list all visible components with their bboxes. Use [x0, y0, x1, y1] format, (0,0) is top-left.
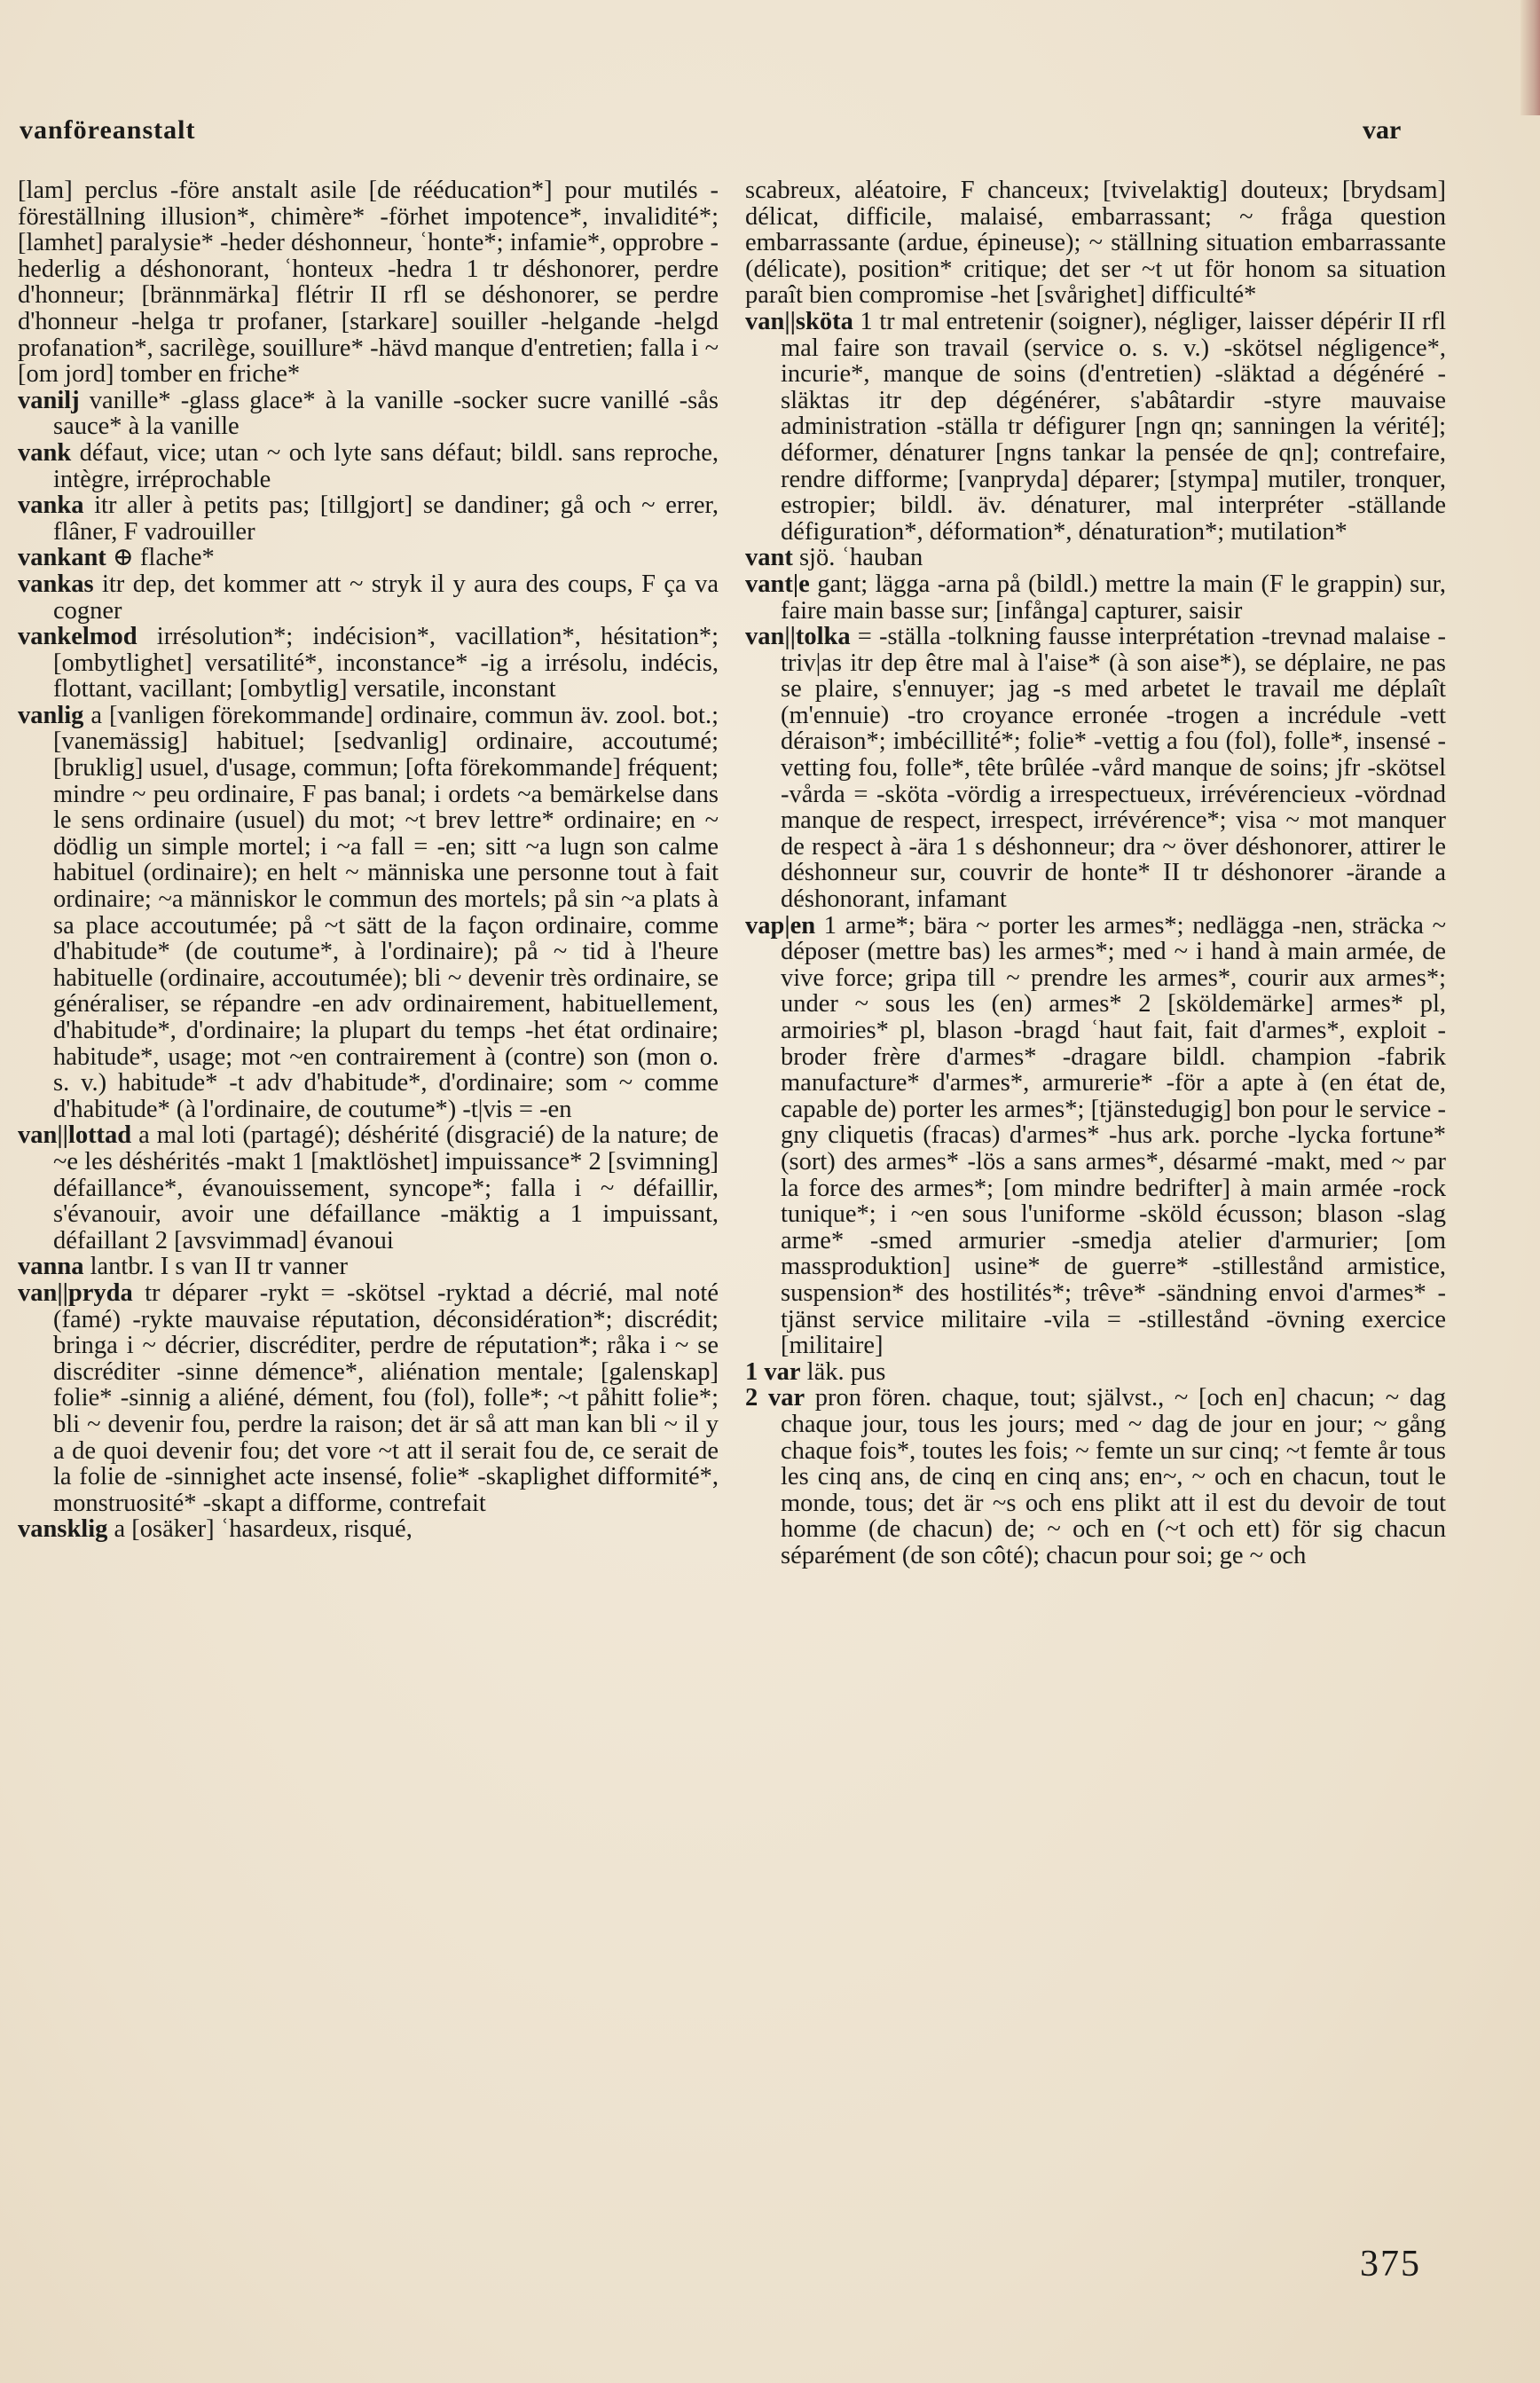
dictionary-entry [745, 571, 1446, 624]
entry-text: gant; lägga -arna på (bildl.) mettre la main (F le grappin) sur, faire main basse sur; [infånga] capturer, saisir [781, 570, 1446, 625]
entry-text: ⊕ flache* [106, 544, 215, 572]
entry-text: scabreux, aléatoire, F chanceux; [tvivelaktig] douteux; [brydsam] délicat, difficile, malaisé, embarrassant; ~ fråga question embarrassante (ardue, épineuse); ~ ställning situation embarrassante (délicate), position* critique; det ser ~t ut för honom sa situation paraît bien compromise -het [svårighet] difficulté* [745, 177, 1446, 310]
dictionary-entry [18, 1122, 719, 1254]
entry-text: a mal loti (partagé); déshérité (disgracié) de la nature; de ~e les déshérités -makt 1 [maktlöshet] impuissance* 2 [svimning] défaillance*, évanouissement, syncope*; falla i ~ défaillir, s'évanouir, avoir une défaillance -mäktig a 1 impuissant, défaillant 2 [avsvimmad] évanoui [53, 1121, 719, 1254]
entry-headword: van||lottad [18, 1121, 132, 1150]
entry-text: lantbr. I s van II tr vanner [83, 1253, 349, 1281]
dictionary-entry [18, 1280, 719, 1516]
entry-text: a [vanligen förekommande] ordinaire, commun äv. zool. bot.; [vanemässig] habituel; [sedvanlig] ordinaire, accoutumé; [bruklig] usuel, d'usage, commun; [ofta förekommande] fréquent; mindre ~ peu ordinaire, F pas banal; i ordets ~a bemärkelse dans le sens ordinaire (usuel) du mot; ~t brev lettre* ordinaire; en ~ dödlig un simple mortel; i ~a fall = -en; sitt ~a lugn son calme habituel (ordinaire); en helt ~ människa une personne tout à fait ordinaire; ~a människor le commun des mortels; på sin ~a plats à sa place accoutumée; på ~t sätt de la façon ordinaire, comme d'habitude* (de coutume*, à l'ordinaire); på ~ tid à l'heure habituelle (ordinaire, accoutumée); bli ~ devenir très ordinaire, se généraliser, se répandre -en adv ordinairement, habituellement, d'habitude*, d'ordinaire; la plupart du temps -het état ordinaire; habitude*, usage; mot ~en contrairement à (contre) son (mon o. s. v.) habitude* -t adv d'habitude*, d'ordinaire; som ~ comme d'habitude* (à l'ordinaire, de coutume*) -t|vis = -en [53, 701, 719, 1123]
entry-headword: vankelmod [18, 623, 138, 651]
dictionary-entry [18, 388, 719, 440]
dictionary-entry [18, 177, 719, 388]
entry-text: itr aller à petits pas; [tillgjort] se dandiner; gå och ~ errer, flâner, F vadrouiller [53, 492, 719, 546]
dictionary-entry [18, 492, 719, 545]
entry-headword: vanka [18, 492, 84, 520]
dictionary-entry [18, 571, 719, 624]
entry-headword: vank [18, 438, 72, 467]
entry-headword: vankas [18, 570, 94, 598]
entry-headword: 1 var [745, 1357, 801, 1386]
entry-text: läk. pus [800, 1357, 886, 1386]
dictionary-entry [745, 913, 1446, 1359]
dictionary-entry [18, 440, 719, 492]
running-head-left: vanföreanstalt [20, 115, 196, 145]
dictionary-entry [18, 1516, 719, 1543]
left-column [18, 177, 719, 1543]
entry-text: a [osäker] ʿhasardeux, risqué, [107, 1515, 412, 1544]
dictionary-entry [18, 1254, 719, 1280]
entry-text: défaut, vice; utan ~ och lyte sans défaut; bildl. sans reproche, intègre, irréprochable [53, 438, 719, 493]
entry-headword: van||pryda [18, 1278, 133, 1307]
entry-headword: van||tolka [745, 623, 851, 651]
dictionary-entry [745, 624, 1446, 913]
dictionary-entry [745, 1385, 1446, 1569]
entry-headword: vant [745, 544, 793, 572]
entry-headword: vanlig [18, 701, 84, 729]
entry-headword: vant|e [745, 570, 810, 598]
entry-headword: vanna [18, 1253, 84, 1281]
dictionary-entry [18, 624, 719, 703]
dictionary-entry [18, 703, 719, 1123]
running-head-right: var [1363, 115, 1402, 145]
entry-text: sjö. ʿhauban [792, 544, 923, 572]
dictionary-entry [745, 1359, 1446, 1386]
entry-text: tr déparer -rykt = -skötsel -ryktad a décrié, mal noté (famé) -rykte mauvaise réputation, déconsidération*; discrédit; bringa i ~ décrier, discréditer, perdre de réputation*; råka i ~ se discréditer -sinne démence*, aliénation mentale; [galenskap] folie* -sinnig a aliéné, dément, fou (fol), folle*; ~t påhitt folie*; bli ~ devenir fou, perdre la raison; det är så att man kan bli ~ il y a de quoi devenir fou; det vore ~t att il serait fou de, ce serait de la folie de -sinnighet acte insensé, folie* -skaplighet difformité*, monstruosité* -skapt a difforme, contrefait [53, 1278, 719, 1517]
entry-text: [lam] perclus -före anstalt asile [de rééducation*] pour mutilés -föreställning illusion*, chimère* -förhet impotence*, invalidité*; [lamhet] paralysie* -heder déshonneur, ʿhonte*; infamie*, opprobre -hederlig a déshonorant, ʿhonteux -hedra 1 tr déshonorer, perdre d'honneur; [brännmärka] flétrir II rfl se déshonorer, se perdre d'honneur -helga tr profaner, [starkare] souiller -helgande -helgd profanation*, sacrilège, souillure* -hävd manque d'entretien; falla i ~ [om jord] tomber en friche* [18, 177, 719, 389]
page-number: 375 [1360, 2244, 1421, 2285]
dictionary-entry [745, 177, 1446, 309]
right-column [745, 177, 1446, 1569]
entry-text: irrésolution*; indécision*, vacillation*, hésitation*; [ombytlighet] versatilité*, inconstance* -ig a irrésolu, indécis, flottant, vacillant; [ombytlig] versatile, inconstant [53, 623, 719, 704]
entry-text: pron fören. chaque, tout; självst., ~ [och en] chacun; ~ dag chaque jour, tous les jours; med ~ dag de jour en jour; ~ gång chaque fois*, toutes les fois; ~ femte un sur cinq; ~t femte år tous les cinq ans, de cinq en cinq ans; en~, ~ och en chacun, tout le monde, tous; det är ~s och ens plikt att il est du devoir de tout homme (de chacun) de; ~ och en (~t och ett) för sig chacun séparément (de son côté); chacun pour soi; ge ~ och [781, 1384, 1446, 1569]
entry-headword: vankant [18, 544, 106, 572]
dictionary-entry [745, 545, 1446, 571]
entry-text: vanille* -glass glace* à la vanille -socker sucre vanillé -sås sauce* à la vanille [53, 386, 719, 441]
entry-headword: 2 var [745, 1384, 805, 1412]
dictionary-entry [18, 545, 719, 571]
entry-text: itr dep, det kommer att ~ stryk il y aura des coups, F ça va cogner [53, 570, 719, 625]
entry-headword: vansklig [18, 1515, 108, 1544]
entry-headword: vanilj [18, 386, 80, 414]
entry-text: 1 arme*; bära ~ porter les armes*; nedlägga -nen, sträcka ~ déposer (mettre bas) les armes*; med ~ i hand à main armée, de vive force; gripa till ~ prendre les armes*, courir aux armes*; under ~ sous les (en) armes* 2 [sköldemärke] armes* pl, armoiries* pl, blason -bragd ʿhaut fait, fait d'armes*, exploit -broder frère d'armes* -dragare bildl. champion -fabrik manufacture* d'armes*, armurerie* -för a apte à (en état de, capable de) porter les armes*; [tjänstedugig] bon pour le service -gny cliquetis (fracas) d'armes* -hus ark. porche -lycka fortune* (sort) des armes* -lös a sans armes*, désarmé -makt, med ~ par la force des armes*; [om mindre bedrifter] à main armée -rock tunique*; i ~en sous l'uniforme -sköld écusson; blason -slag arme* -smed armurier -smedja atelier d'armurier; [om massproduktion] usine* de guerre* -stillestånd armistice, suspension* des hostilités*; trêve* -sändning envoi d'armes* -tjänst service militaire -vila = -stillestånd -övning exercice [militaire] [781, 911, 1446, 1360]
page-corner [1520, 0, 1540, 115]
entry-headword: van||sköta [745, 307, 853, 335]
entry-text: = -ställa -tolkning fausse interprétation -trevnad malaise -triv|as itr dep être mal à l'aise* (à son aise*), se déplaire, ne pas se plaire, s'ennuyer; jag -s med arbetet le travail me déplaît (m'ennuie) -tro croyance erronée -trogen a incrédule -vett déraison*; imbécillité*; folie* -vettig a fou (fol), folle*, insensé -vetting fou, folle*, tête brûlée -vård manque de soins; jfr -skötsel -vårda = -sköta -vördig a irrespectueux, irrévérencieux -vördnad manque de respect, irrespect, irrévérence*; visa ~ mot manquer de respect à -ära 1 s déshonneur; dra ~ över déshonorer, attirer le déshonneur sur, couvrir de honte* II tr déshonorer -ärande a déshonorant, infamant [781, 623, 1446, 914]
entry-text: 1 tr mal entretenir (soigner), négliger, laisser dépérir II rfl mal faire son travail (service o. s. v.) -skötsel négligence*, incurie*, manque de soins (d'entretien) -släktad a dégénéré -släktas itr dep dégénérer, s'abâtardir -styre mauvaise administration -ställa tr défigurer [ngn qn; sanningen la vérité]; déformer, dénaturer [ngns tankar la pensée de qn]; contrefaire, rendre difforme; [vanpryda] déparer; [stympa] mutiler, tronquer, estropier; bildl. äv. dénaturer, mal interpréter -ställande défiguration*, déformation*, dénaturation*; mutilation* [781, 307, 1446, 546]
dictionary-entry [745, 309, 1446, 545]
entry-headword: vap|en [745, 911, 816, 940]
